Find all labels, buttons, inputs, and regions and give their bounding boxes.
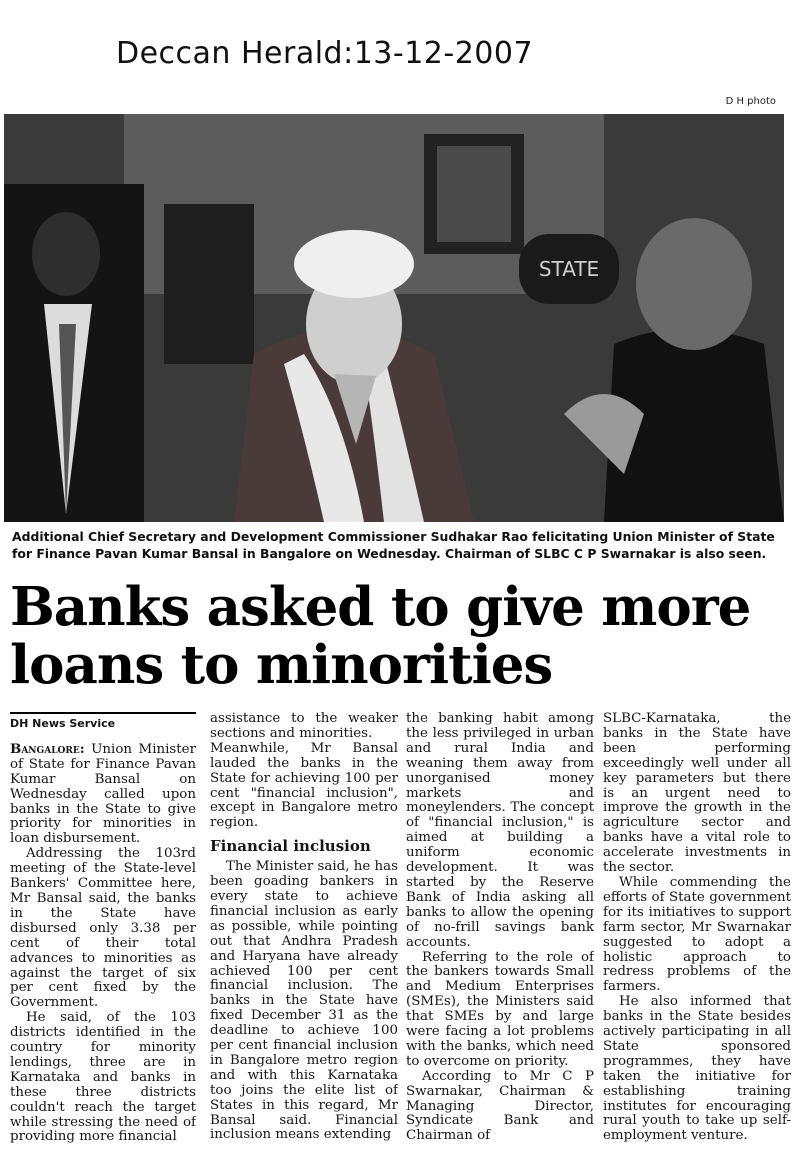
newspaper-date-label: Deccan Herald:13-12-2007 <box>116 36 534 71</box>
paragraph-8: While commending the efforts of State government for its initiatives to support farm sector, Mr Swarnakar suggested to adopt a holistic approach to redress problems of the farmers. <box>603 874 791 995</box>
state-sign-text: STATE <box>538 257 600 281</box>
paragraph-3-continued: assistance to the weaker sections and minorities. <box>210 712 398 741</box>
paragraph-7-continued: SLBC-Karnataka, the banks in the State have been performing exceedingly well under all key parameters but there is an urgent need to improve the growth in the agriculture sector and banks have a vital role to accelerate investments in the sector. <box>603 712 791 876</box>
paragraph-9: He also informed that banks in the State besides actively participating in all State sponsored programmes, they have taken the initiative for establishing training institutes for encouraging rural youth to take up self-employment venture. <box>603 994 791 1144</box>
article-column-2 <box>210 712 398 1150</box>
headline-line-1: Banks asked to give more <box>10 576 751 638</box>
dateline: Bangalore: <box>10 740 85 757</box>
photo-caption: Additional Chief Secretary and Development Commissioner Sudhakar Rao felicitating Union Minister of State for Finance Pavan Kumar Bansal in Bangalore on Wednesday. Chairman of SLBC C P Swarnakar is also seen. <box>12 529 775 561</box>
article-column-4 <box>603 712 791 1150</box>
news-photo <box>4 114 784 522</box>
news-photo-illustration <box>4 114 784 522</box>
article-column-1 <box>10 712 196 1150</box>
subheading: Financial inclusion <box>210 837 371 856</box>
news-service-label: DH News Service <box>10 712 196 732</box>
paragraph-5-continued: the banking habit among the less privileged in urban and rural India and weaning them away from unorganised money markets and moneylenders. The concept of "financial inclusion," is aimed at building a uniform economic development. It was started by the Reserve Bank of India asking all banks to allow the opening of no-frill savings bank accounts. <box>406 712 594 950</box>
paragraph-4: Meanwhile, Mr Bansal lauded the banks in the State for achieving 100 per cent "financial inclusion", except in Bangalore metro region. <box>210 740 398 831</box>
paragraph-2: Addressing the 103rd meeting of the State-level Bankers' Committee here, Mr Bansal said, the banks in the State have disbursed only 3.38 per cent of their total advances to minorities as against the target of six per cent fixed by the Government. <box>10 846 196 1011</box>
paragraph-6: Referring to the role of the bankers towards Small and Medium Enterprises (SMEs), the Ministers said that SMEs by and large were facing a lot problems with the banks, which need to overcome on priority. <box>406 949 594 1069</box>
headline-line-2: loans to minorities <box>10 634 553 696</box>
article-column-3 <box>406 712 594 1150</box>
lead-paragraph <box>10 742 196 847</box>
lead-text: Union Minister of State for Finance Pavan Kumar Bansal on Wednesday called upon banks in the State to give priority for minorities in loan disbursement. <box>10 741 196 847</box>
paragraph-7: According to Mr C P Swarnakar, Chairman & Managing Director, Syndicate Bank and Chairman of <box>406 1068 594 1144</box>
paragraph-5: The Minister said, he has been goading bankers in every state to achieve financial inclusion as early as possible, while pointing out that Andhra Pradesh and Haryana have already achieved 100 per cent financial inclusion. The banks in the State have fixed December 31 as the deadline to achieve 100 per cent financial inclusion in Bangalore metro region and with this Karnataka too joins the elite list of States in this regard, Mr Bansal said. Financial inclusion means extending <box>210 859 398 1143</box>
headline <box>10 578 800 694</box>
paragraph-3: He said, of the 103 districts identified in the country for minority lendings, three are in Karnataka and banks in these three districts couldn't reach the target while stressing the need of providing more financial <box>10 1010 196 1145</box>
photo-credit: D H photo <box>725 96 776 107</box>
